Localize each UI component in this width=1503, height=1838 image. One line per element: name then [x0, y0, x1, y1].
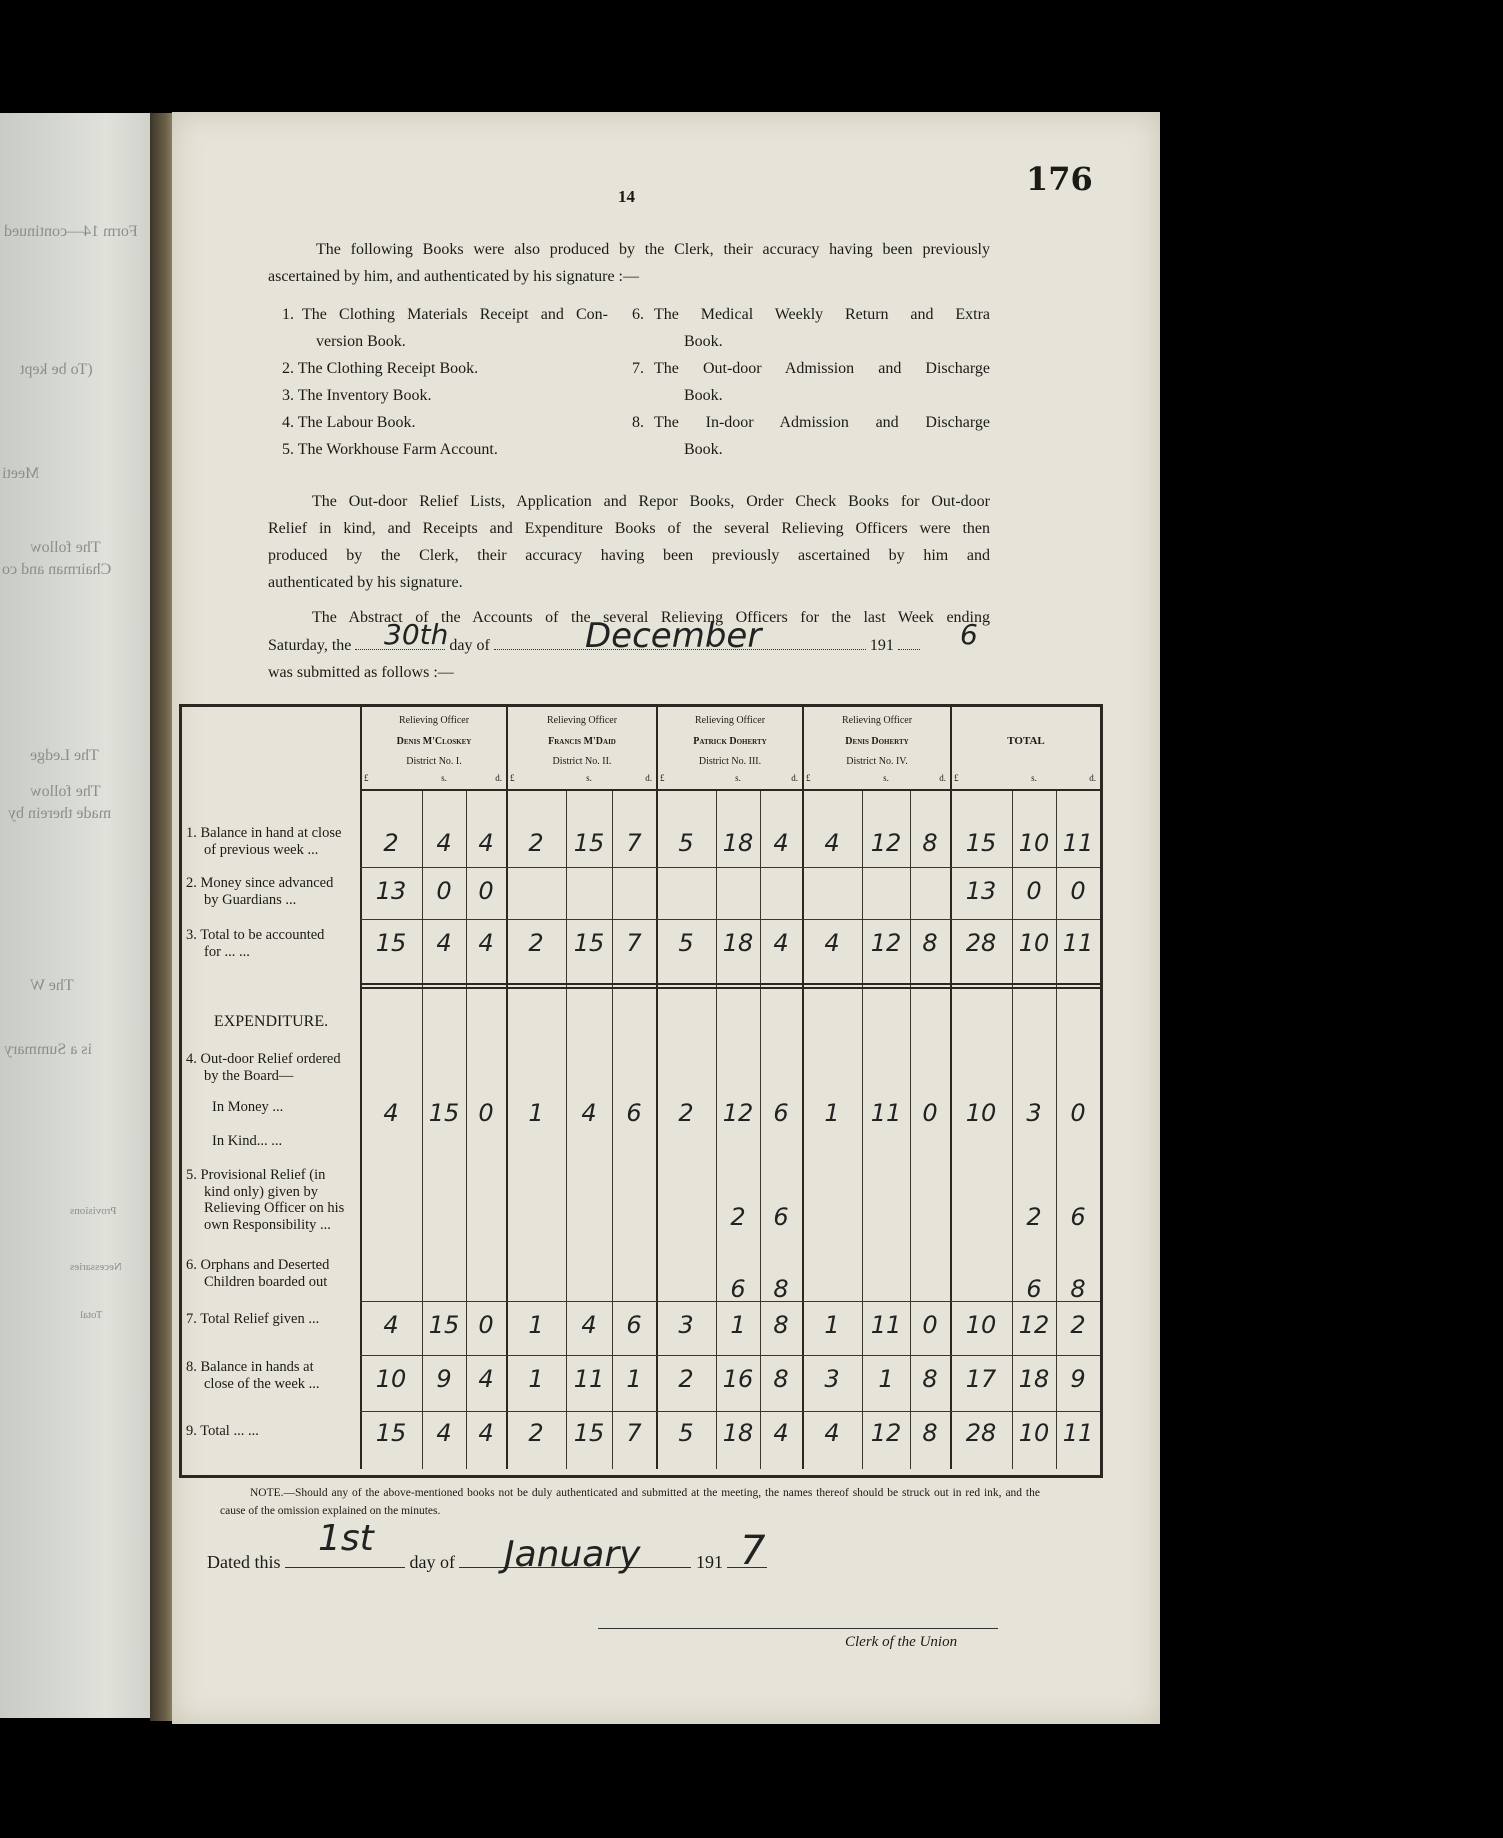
table-cell: 3 — [678, 1311, 694, 1339]
header-title: Relieving Officer — [398, 715, 470, 726]
header-officer-name: Patrick Doherty — [693, 735, 767, 747]
expenditure-heading: EXPENDITURE. — [213, 1013, 329, 1030]
header-district: District No. I. — [406, 756, 462, 767]
list-item — [632, 306, 990, 333]
table-cell: 11 — [1062, 929, 1094, 957]
lsd-label: s. — [883, 773, 889, 783]
row-label — [186, 1359, 356, 1392]
ghost-text: The W — [30, 977, 74, 994]
table-cell: 8 — [922, 929, 938, 957]
table-cell: 9 — [1070, 1365, 1086, 1393]
list-item — [632, 414, 990, 441]
row-label — [186, 1257, 356, 1290]
table-cell: 4 — [436, 1419, 452, 1447]
row-label-line: of previous week ... — [204, 841, 319, 858]
row-label — [186, 927, 356, 960]
ghost-text: Chairman and co — [2, 561, 112, 578]
list-number: 6. — [632, 306, 644, 323]
table-cell: 4 — [581, 1099, 597, 1127]
table-cell: 1 — [626, 1365, 642, 1393]
table-cell: 12 — [870, 829, 902, 857]
table-cell: 8 — [922, 829, 938, 857]
table-cell: 15 — [428, 1099, 460, 1127]
column-header — [362, 715, 506, 769]
row-label: 7. Total Relief given ... — [186, 1311, 320, 1327]
table-cell: 1 — [528, 1099, 544, 1127]
handwritten-month: January — [504, 1534, 641, 1575]
table-cell: 3 — [1026, 1099, 1042, 1127]
list-item — [632, 360, 990, 387]
ghost-text: The follow — [30, 783, 101, 800]
table-cell: 18 — [722, 829, 754, 857]
table-cell: 8 — [1070, 1275, 1086, 1303]
row-label-line: 2. Money since advanced — [186, 875, 334, 891]
header-officer-name: Francis M'Daid — [548, 735, 616, 747]
table-cell: 15 — [573, 829, 605, 857]
handwritten-month: December — [585, 616, 762, 656]
list-text: The Labour Book. — [297, 414, 416, 431]
books-list-right — [632, 306, 990, 468]
table-cell: 13 — [375, 877, 407, 905]
row-label-line: for ... ... — [204, 943, 250, 960]
table-cell: 4 — [773, 929, 789, 957]
ghost-text: Provisions — [70, 1205, 117, 1217]
list-text: The Workhouse Farm Account. — [297, 441, 498, 458]
header-officer-name: Denis M'Closkey — [396, 735, 472, 747]
list-item-continuation: version Book. — [316, 333, 406, 350]
table-cell: 5 — [678, 929, 694, 957]
ghost-text: (To be kept — [20, 361, 93, 378]
books-list-left — [282, 306, 608, 468]
table-cell: 0 — [1070, 877, 1086, 905]
table-cell: 0 — [478, 1311, 494, 1339]
table-cell: 0 — [922, 1099, 938, 1127]
table-cell: 10 — [1018, 1419, 1050, 1447]
table-cell: 8 — [773, 1311, 789, 1339]
row-rule — [360, 983, 1100, 985]
ghost-text: Total — [80, 1309, 103, 1321]
date-underline — [285, 1567, 405, 1568]
table-cell: 15 — [375, 929, 407, 957]
table-cell: 4 — [824, 929, 840, 957]
table-cell: 17 — [965, 1365, 997, 1393]
column-header — [952, 735, 1100, 749]
lsd-label: s. — [1031, 773, 1037, 783]
column-header — [658, 715, 802, 769]
table-cell: 11 — [870, 1311, 902, 1339]
row-rule — [360, 867, 1100, 868]
table-cell: 4 — [478, 929, 494, 957]
table-cell: 16 — [722, 1365, 754, 1393]
list-number: 3. — [282, 387, 294, 404]
list-number: 2. — [282, 360, 294, 377]
table-cell: 6 — [626, 1099, 642, 1127]
row-label-line: 1. Balance in hand at close — [186, 825, 342, 841]
table-cell: 1 — [878, 1365, 894, 1393]
table-cell: 12 — [722, 1099, 754, 1127]
table-cell: 0 — [478, 877, 494, 905]
ghost-text: made therein by — [8, 805, 112, 822]
table-cell: 6 — [773, 1099, 789, 1127]
handwritten-day: 30th — [384, 618, 449, 651]
lsd-label: d. — [495, 773, 502, 783]
table-cell: 2 — [1070, 1311, 1086, 1339]
table-cell: 6 — [626, 1311, 642, 1339]
row-label-line: kind only) given by — [204, 1183, 318, 1200]
table-cell: 7 — [626, 1419, 642, 1447]
table-cell: 18 — [722, 1419, 754, 1447]
row-label-line: by the Board— — [204, 1067, 294, 1084]
table-cell: 2 — [528, 1419, 544, 1447]
table-cell: 6 — [1070, 1203, 1086, 1231]
table-cell: 1 — [824, 1311, 840, 1339]
page-number: 14 — [618, 187, 635, 206]
table-cell: 10 — [965, 1099, 997, 1127]
table-cell: 1 — [528, 1311, 544, 1339]
list-item — [282, 387, 608, 414]
table-cell: 6 — [730, 1275, 746, 1303]
handwritten-day: 1st — [318, 1518, 374, 1559]
paragraph-line: authenticated by his signature. — [268, 574, 463, 591]
header-district: District No. IV. — [846, 756, 908, 767]
list-number: 7. — [632, 360, 644, 377]
row-rule — [360, 1411, 1100, 1412]
table-cell: 4 — [773, 829, 789, 857]
table-cell: 4 — [581, 1311, 597, 1339]
list-item — [282, 360, 608, 387]
lsd-label: £ — [364, 773, 369, 783]
table-cell: 4 — [436, 829, 452, 857]
table-cell: 11 — [1062, 1419, 1094, 1447]
paragraph-line: produced by the Clerk, their accuracy having been previously ascertained by him and — [268, 547, 990, 564]
table-cell: 4 — [436, 929, 452, 957]
table-cell: 2 — [730, 1203, 746, 1231]
table-cell: 15 — [965, 829, 997, 857]
table-cell: 9 — [436, 1365, 452, 1393]
table-cell: 11 — [1062, 829, 1094, 857]
list-number: 4. — [282, 414, 294, 431]
table-cell: 10 — [1018, 929, 1050, 957]
folio-number: 176 — [1026, 160, 1093, 198]
table-cell: 0 — [1026, 877, 1042, 905]
lsd-label: £ — [660, 773, 665, 783]
list-number: 8. — [632, 414, 644, 431]
table-cell: 15 — [428, 1311, 460, 1339]
table-cell: 11 — [870, 1099, 902, 1127]
header-district: District No. III. — [698, 756, 762, 767]
row-label-line: 5. Provisional Relief (in — [186, 1167, 326, 1183]
list-text: The In-door Admission and Discharge — [654, 414, 990, 431]
day-of-label: day of — [449, 637, 490, 654]
table-cell: 0 — [922, 1311, 938, 1339]
row-label-line: Children boarded out — [204, 1273, 328, 1290]
signature-caption: Clerk of the Union — [845, 1634, 958, 1650]
dated-this-label: Dated this — [207, 1552, 281, 1572]
table-cell: 6 — [773, 1203, 789, 1231]
paragraph-line: Relief in kind, and Receipts and Expenditure Books of the several Relieving Officers were then — [268, 520, 990, 537]
table-cell: 1 — [730, 1311, 746, 1339]
paragraph-line: The Out-door Relief Lists, Application and Repor Books, Order Check Books for Out-door — [312, 493, 990, 510]
list-text: The Medical Weekly Return and Extra — [654, 306, 990, 323]
row-label-line: own Responsibility ... — [204, 1217, 331, 1234]
dated-line — [207, 1552, 787, 1580]
row-label-line: by Guardians ... — [204, 891, 297, 908]
table-cell: 1 — [824, 1099, 840, 1127]
table-cell: 0 — [478, 1099, 494, 1127]
table-cell: 11 — [573, 1365, 605, 1393]
table-cell: 28 — [965, 1419, 997, 1447]
header-title: Relieving Officer — [841, 715, 913, 726]
handwritten-year: 6 — [960, 618, 978, 651]
table-cell: 8 — [922, 1419, 938, 1447]
relief-books-paragraph — [268, 488, 990, 596]
table-cell: 4 — [478, 1419, 494, 1447]
row-label-line: 3. Total to be accounted — [186, 927, 325, 943]
table-cell: 15 — [573, 1419, 605, 1447]
table-cell: 4 — [773, 1419, 789, 1447]
day-of-label: day of — [409, 1552, 455, 1572]
table-cell: 4 — [478, 1365, 494, 1393]
list-item — [282, 414, 608, 441]
saturday-label: Saturday, the — [268, 637, 352, 654]
relief-accounts-table — [179, 704, 1103, 1478]
table-cell: 2 — [1026, 1203, 1042, 1231]
year-prefix: 191 — [869, 637, 894, 654]
table-cell: 2 — [528, 829, 544, 857]
table-cell: 10 — [1018, 829, 1050, 857]
lsd-label: £ — [510, 773, 515, 783]
row-label — [186, 1167, 356, 1234]
table-cell: 2 — [383, 829, 399, 857]
row-label: In Kind... ... — [212, 1133, 283, 1149]
row-label — [186, 825, 356, 858]
submitted-line: was submitted as follows :— — [268, 664, 454, 681]
ghost-text: The follow — [30, 539, 101, 556]
ghost-text: The Ledge — [30, 747, 99, 764]
row-rule — [360, 919, 1100, 920]
ghost-text: Form 14—continued — [4, 223, 138, 240]
table-cell: 12 — [870, 1419, 902, 1447]
table-cell: 13 — [965, 877, 997, 905]
lsd-label: s. — [586, 773, 592, 783]
list-item-continuation: Book. — [684, 387, 723, 404]
table-cell: 10 — [965, 1311, 997, 1339]
lsd-label: d. — [1089, 773, 1096, 783]
row-label — [186, 875, 356, 908]
dotted-leader — [898, 649, 920, 650]
table-cell: 7 — [626, 829, 642, 857]
list-item-continuation: Book. — [684, 441, 723, 458]
table-cell: 2 — [528, 929, 544, 957]
list-text: The Out-door Admission and Discharge — [654, 360, 990, 377]
row-label-line: 4. Out-door Relief ordered — [186, 1051, 341, 1067]
table-cell: 4 — [824, 829, 840, 857]
signature-line — [598, 1628, 998, 1629]
table-cell: 12 — [1018, 1311, 1050, 1339]
header-title: Relieving Officer — [546, 715, 618, 726]
table-cell: 18 — [1018, 1365, 1050, 1393]
table-cell: 15 — [573, 929, 605, 957]
handwritten-year: 7 — [740, 1528, 766, 1574]
header-title: TOTAL — [1007, 735, 1045, 747]
lsd-label: s. — [441, 773, 447, 783]
lsd-label: £ — [806, 773, 811, 783]
list-number: 1. — [282, 306, 294, 323]
list-text: The Inventory Book. — [297, 387, 432, 404]
table-cell: 4 — [824, 1419, 840, 1447]
list-number: 5. — [282, 441, 294, 458]
row-label-line: Relieving Officer on his — [204, 1200, 345, 1217]
table-cell: 15 — [375, 1419, 407, 1447]
table-cell: 8 — [773, 1275, 789, 1303]
table-cell: 0 — [1070, 1099, 1086, 1127]
list-text: The Clothing Materials Receipt and Con- — [302, 306, 608, 323]
table-cell: 10 — [375, 1365, 407, 1393]
table-cell: 4 — [383, 1099, 399, 1127]
table-cell: 18 — [722, 929, 754, 957]
list-item — [282, 441, 608, 468]
lsd-label: s. — [735, 773, 741, 783]
column-header — [804, 715, 950, 769]
row-label — [186, 1051, 356, 1084]
table-cell: 4 — [478, 829, 494, 857]
table-cell: 7 — [626, 929, 642, 957]
list-item — [282, 306, 608, 333]
lsd-label: d. — [791, 773, 798, 783]
row-rule — [360, 987, 1100, 989]
row-label-line: 8. Balance in hands at — [186, 1359, 314, 1375]
table-cell: 4 — [383, 1311, 399, 1339]
table-cell: 28 — [965, 929, 997, 957]
table-cell: 5 — [678, 829, 694, 857]
list-text: The Clothing Receipt Book. — [297, 360, 479, 377]
year-prefix: 191 — [695, 1552, 723, 1572]
row-label-line: close of the week ... — [204, 1375, 320, 1392]
table-cell: 2 — [678, 1099, 694, 1127]
header-officer-name: Denis Doherty — [845, 735, 909, 747]
lsd-label: d. — [939, 773, 946, 783]
table-cell: 5 — [678, 1419, 694, 1447]
table-cell: 2 — [678, 1365, 694, 1393]
table-cell: 6 — [1026, 1275, 1042, 1303]
table-cell: 8 — [773, 1365, 789, 1393]
intro-paragraph: The following Books were also produced by the Clerk, their accuracy having been previously ascertained by him, and authenticated by his signature :— — [268, 241, 990, 285]
header-rule — [360, 789, 1100, 791]
table-cell: 0 — [436, 877, 452, 905]
column-header — [508, 715, 656, 769]
table-cell: 1 — [528, 1365, 544, 1393]
abstract-line: The Abstract of the Accounts of the several Relieving Officers for the last Week ending — [312, 609, 990, 626]
header-title: Relieving Officer — [694, 715, 766, 726]
row-label: In Money ... — [212, 1099, 284, 1115]
table-cell: 12 — [870, 929, 902, 957]
row-label-line: 6. Orphans and Deserted — [186, 1257, 330, 1273]
footnote: NOTE.—Should any of the above-mentioned books not be duly authenticated and submitted at the meeting, the names thereof should be struck out in red ink, and the cause of the omission explained on the minutes. — [220, 1487, 1040, 1517]
ghost-text: Meeti — [2, 465, 40, 482]
row-label: 9. Total ... ... — [186, 1423, 259, 1439]
table-cell: 8 — [922, 1365, 938, 1393]
ghost-text: Necessaries — [70, 1261, 122, 1273]
row-rule — [360, 1355, 1100, 1356]
header-district: District No. II. — [552, 756, 612, 767]
list-item-continuation: Book. — [684, 333, 723, 350]
lsd-label: £ — [954, 773, 959, 783]
left-facing-page — [0, 113, 152, 1718]
table-cell: 3 — [824, 1365, 840, 1393]
lsd-label: d. — [645, 773, 652, 783]
ghost-text: is a Summary — [4, 1041, 92, 1058]
